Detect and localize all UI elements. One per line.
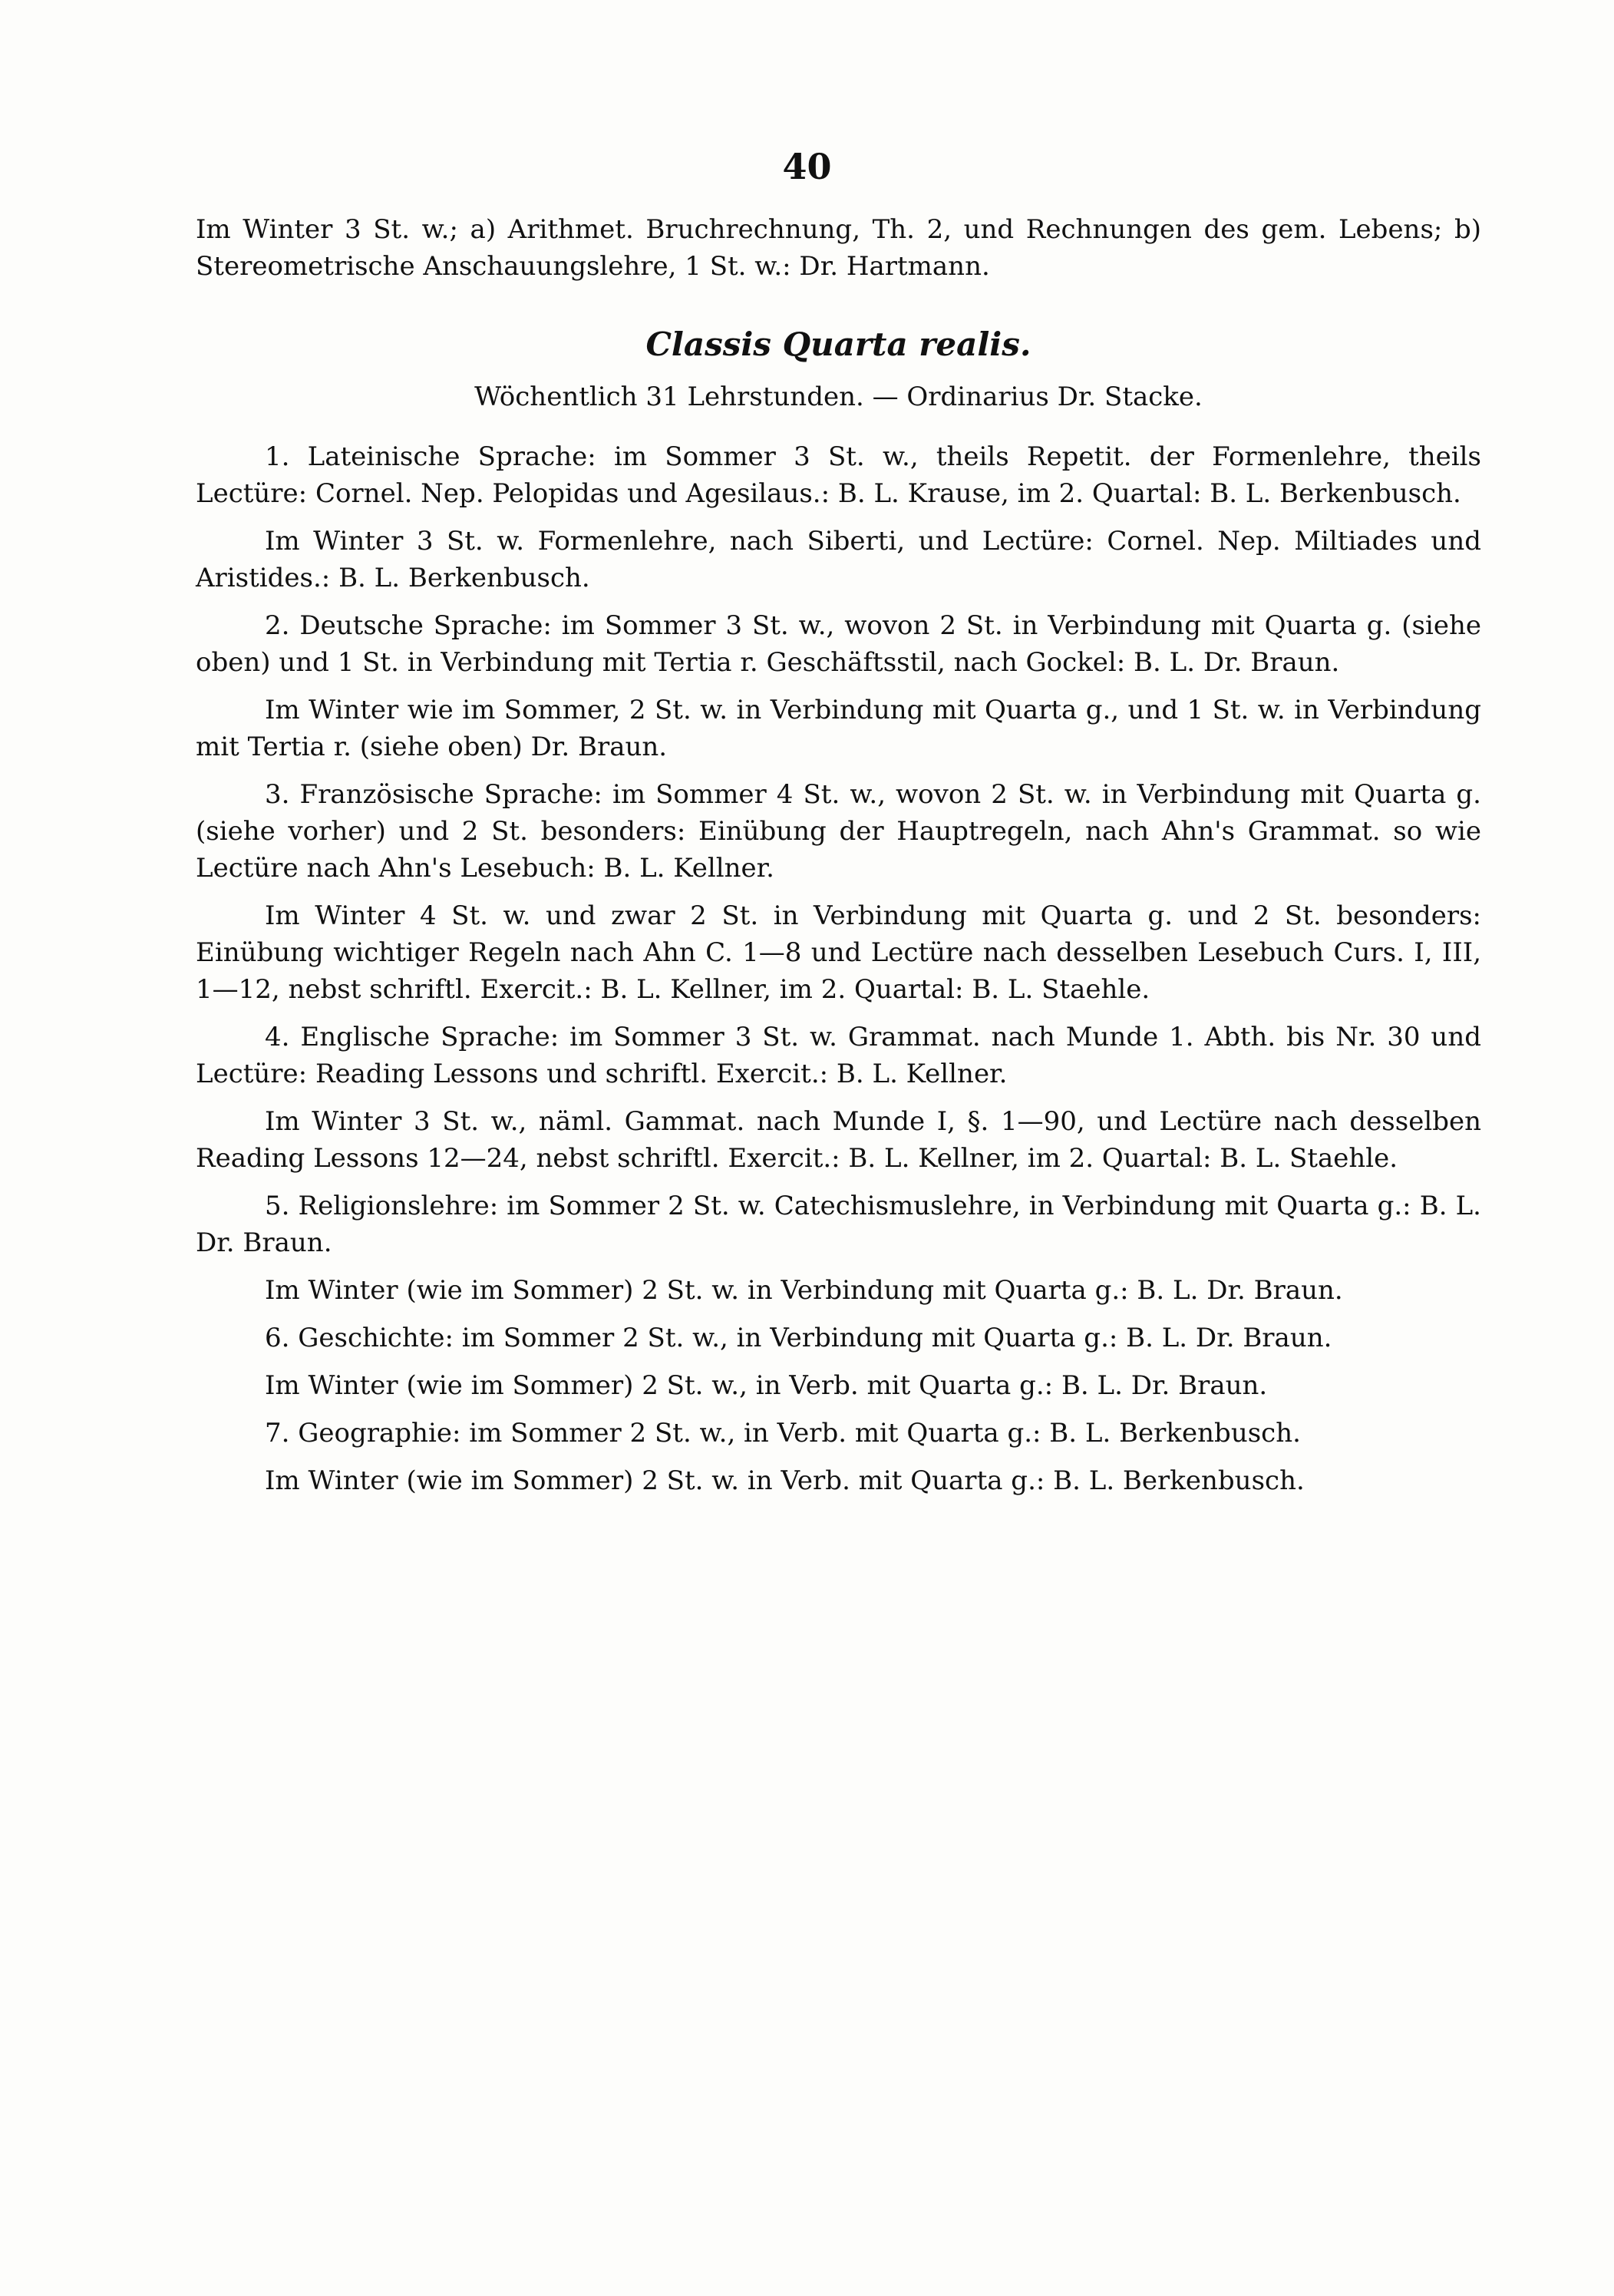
item-7-winter: Im Winter (wie im Sommer) 2 St. w. in Verb. mit Quarta g.: B. L. Berkenbusch. bbox=[265, 1465, 1305, 1496]
item-7-summer: 7. Geographie: im Sommer 2 St. w., in Verb. mit Quarta g.: B. L. Berkenbusch. bbox=[265, 1418, 1301, 1449]
item-1-summer: 1. Lateinische Sprache: im Sommer 3 St. w., theils Repetit. der Formenlehre, theils Lectüre: Cornel. Nep. Pelopidas und Agesilaus.: B. L. Krause, im 2. Quartal: B. L. Berkenbusch. bbox=[196, 441, 1481, 509]
section-title: Classis Quarta realis. bbox=[645, 325, 1031, 363]
item-1-winter: Im Winter 3 St. w. Formenlehre, nach Siberti, und Lectüre: Cornel. Nep. Miltiades und Aristides.: B. L. Berkenbusch. bbox=[196, 526, 1481, 593]
intro-paragraph: Im Winter 3 St. w.; a) Arithmet. Bruchrechnung, Th. 2, und Rechnungen des gem. Lebens; b) Stereometrische Anschauungslehre, 1 St. w.: Dr. Hartmann. bbox=[196, 214, 1481, 282]
item-6-summer: 6. Geschichte: im Sommer 2 St. w., in Verbindung mit Quarta g.: B. L. Dr. Braun. bbox=[265, 1323, 1332, 1353]
section-subtitle: Wöchentlich 31 Lehrstunden. — Ordinarius Dr. Stacke. bbox=[474, 382, 1203, 412]
item-3-winter: Im Winter 4 St. w. und zwar 2 St. in Verbindung mit Quarta g. und 2 St. besonders: Einübung wichtiger Regeln nach Ahn C. 1—8 und Lectüre nach desselben Lesebuch Curs. I, III, 1—12, nebst schriftl. Exercit.: B. L. Kellner, im 2. Quartal: B. L. Staehle. bbox=[196, 900, 1481, 1005]
body-text bbox=[196, 211, 1481, 1510]
item-3-summer: 3. Französische Sprache: im Sommer 4 St. w., wovon 2 St. w. in Verbindung mit Quarta g. (siehe vorher) und 2 St. besonders: Einübung der Hauptregeln, nach Ahn's Grammat. so wie Lectüre nach Ahn's Lesebuch: B. L. Kellner. bbox=[196, 779, 1481, 884]
item-2-summer: 2. Deutsche Sprache: im Sommer 3 St. w., wovon 2 St. in Verbindung mit Quarta g. (siehe oben) und 1 St. in Verbindung mit Tertia r. Geschäftsstil, nach Gockel: B. L. Dr. Braun. bbox=[196, 610, 1481, 678]
page-number: 40 bbox=[782, 146, 832, 187]
item-4-summer: 4. Englische Sprache: im Sommer 3 St. w. Grammat. nach Munde 1. Abth. bis Nr. 30 und Lectüre: Reading Lessons und schriftl. Exercit.: B. L. Kellner. bbox=[196, 1022, 1481, 1089]
item-5-winter: Im Winter (wie im Sommer) 2 St. w. in Verbindung mit Quarta g.: B. L. Dr. Braun. bbox=[265, 1275, 1343, 1306]
item-2-winter: Im Winter wie im Sommer, 2 St. w. in Verbindung mit Quarta g., und 1 St. w. in Verbindung mit Tertia r. (siehe oben) Dr. Braun. bbox=[196, 695, 1481, 762]
item-4-winter: Im Winter 3 St. w., näml. Gammat. nach Munde I, §. 1—90, und Lectüre nach desselben Reading Lessons 12—24, nebst schriftl. Exercit.: B. L. Kellner, im 2. Quartal: B. L. Staehle. bbox=[196, 1106, 1481, 1174]
item-6-winter: Im Winter (wie im Sommer) 2 St. w., in Verb. mit Quarta g.: B. L. Dr. Braun. bbox=[265, 1370, 1268, 1401]
item-5-summer: 5. Religionslehre: im Sommer 2 St. w. Catechismuslehre, in Verbindung mit Quarta g.: B. L. Dr. Braun. bbox=[196, 1191, 1481, 1258]
